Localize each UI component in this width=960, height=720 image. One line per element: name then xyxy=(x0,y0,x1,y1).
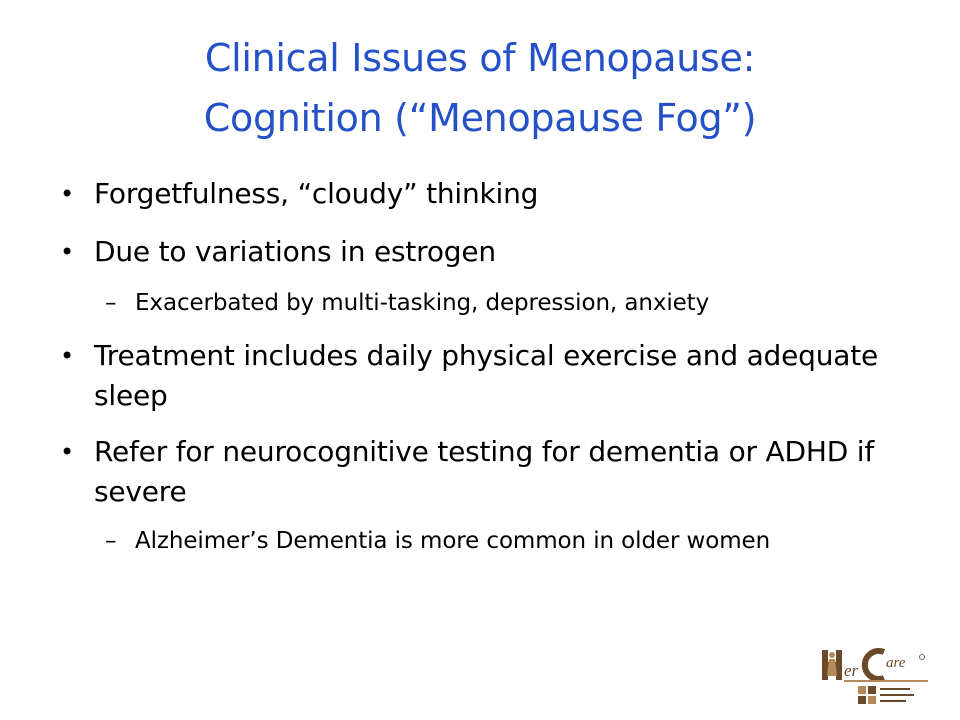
dash-icon: – xyxy=(105,290,117,316)
bullet-dot-icon: • xyxy=(60,238,74,266)
bullet-dot-icon: • xyxy=(60,438,74,466)
bullet-item xyxy=(58,336,908,416)
title-line-2: Cognition (“Menopause Fog”) xyxy=(203,96,757,140)
bullet-item xyxy=(58,232,908,272)
title-line-1: Clinical Issues of Menopause: xyxy=(204,36,756,80)
dash-icon: – xyxy=(105,528,117,554)
bullet-dot-icon: • xyxy=(60,342,74,370)
bullet-item xyxy=(58,174,908,214)
bullet-text: Refer for neurocognitive testing for dementia or ADHD if severe xyxy=(94,435,874,508)
hercare-logo-icon xyxy=(818,640,938,710)
sub-bullet-text: Exacerbated by multi-tasking, depression, anxiety xyxy=(135,290,710,316)
sub-bullet-item xyxy=(58,286,908,320)
bullet-item xyxy=(58,432,908,512)
hercare-logo xyxy=(818,640,938,710)
sub-bullet-text: Alzheimer’s Dementia is more common in older women xyxy=(135,528,771,554)
svg-text:are: are xyxy=(886,655,906,671)
bullet-text: Due to variations in estrogen xyxy=(94,235,496,268)
bullet-dot-icon: • xyxy=(60,180,74,208)
sub-bullet-item xyxy=(58,524,908,558)
bullet-text: Forgetfulness, “cloudy” thinking xyxy=(94,177,539,210)
slide-title xyxy=(60,28,900,148)
svg-text:er: er xyxy=(844,661,859,680)
bullet-text: Treatment includes daily physical exercise and adequate sleep xyxy=(94,339,879,412)
bullet-list xyxy=(58,174,908,558)
